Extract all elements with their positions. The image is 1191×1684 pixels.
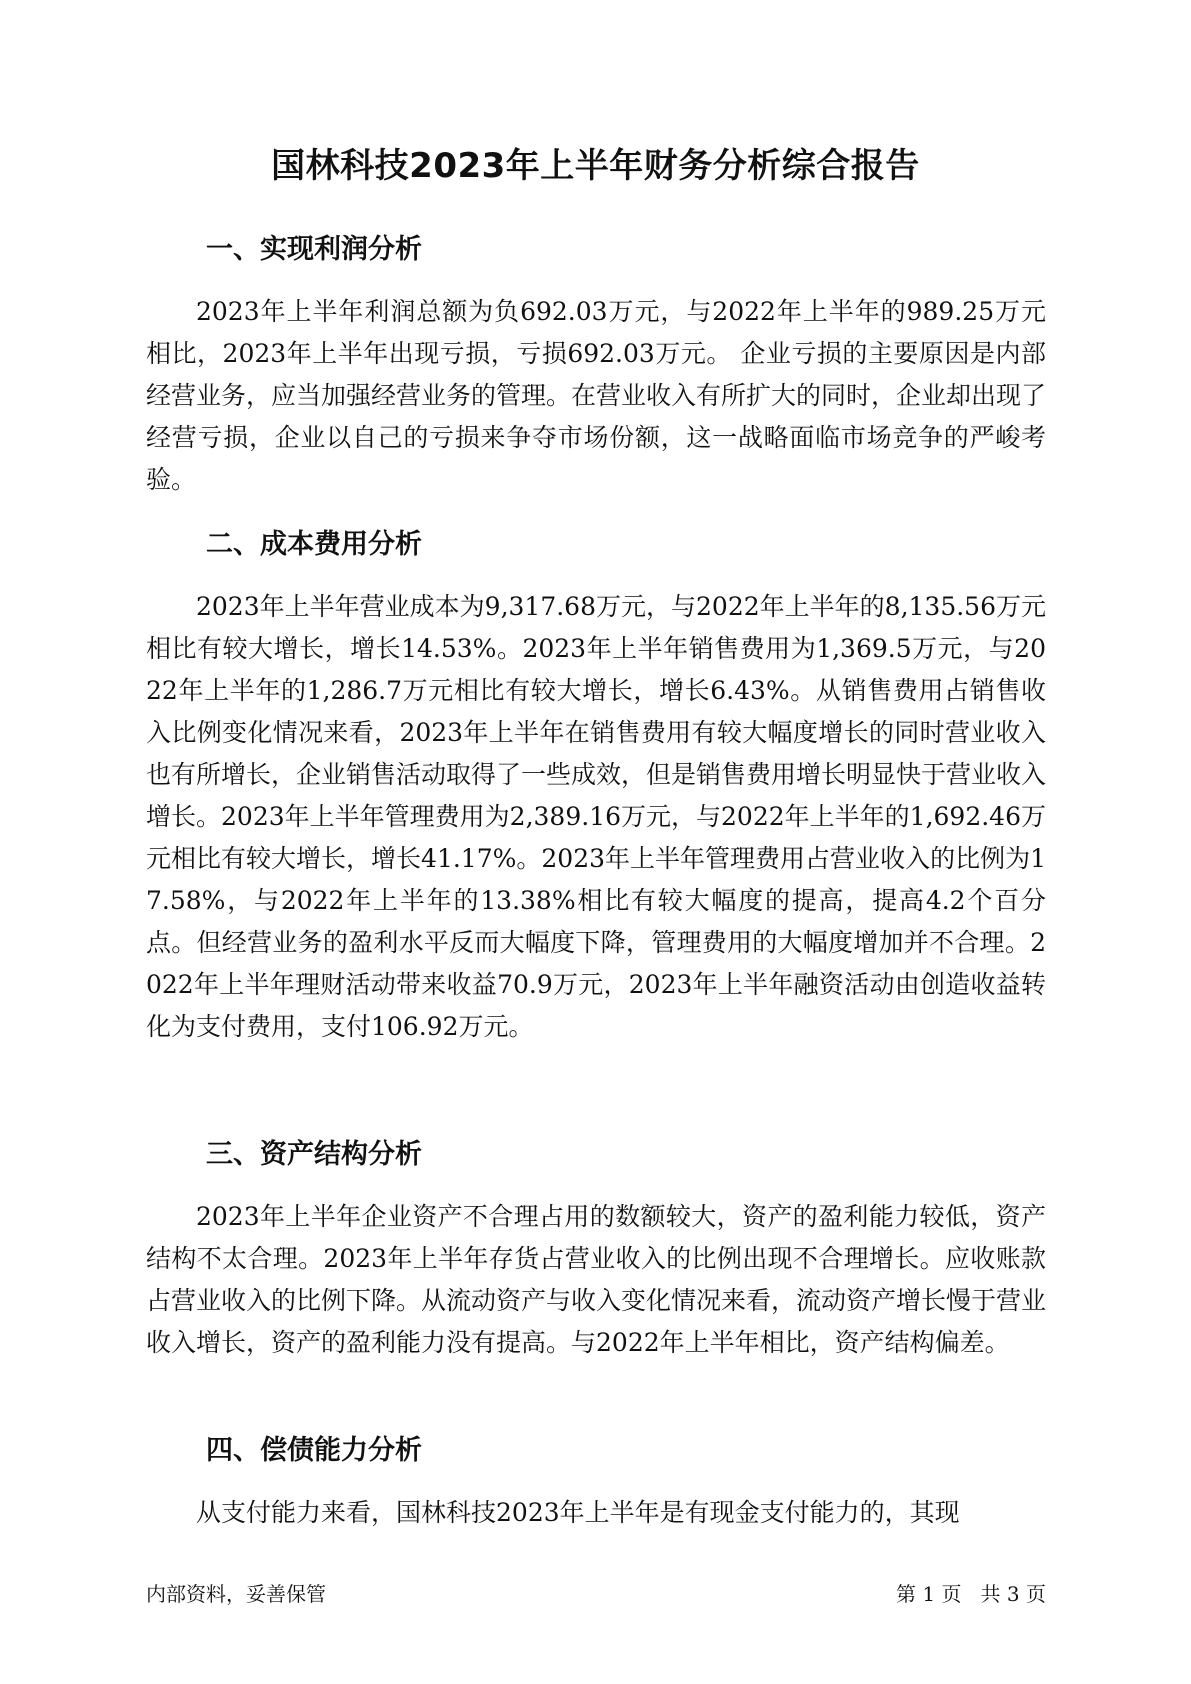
section-solvency-analysis: [146, 1430, 1046, 1534]
section-paragraph: 从支付能力来看，国林科技2023年上半年是有现金支付能力的，其现: [196, 1498, 960, 1527]
section-heading: 三、资产结构分析: [206, 1139, 422, 1170]
section-paragraph: 2023年上半年利润总额为负692.03万元，与2022年上半年的989.25万元相比，2023年上半年出现亏损，亏损692.03万元。 企业亏损的主要原因是内部经营业务，应当加强经营业务的管理。在营业收入有所扩大的同时，企业却出现了经营亏损，企业以自己的亏损来争夺市场份额，这一战略面临市场竞争的严峻考验。: [146, 297, 1047, 494]
section-profit-analysis: [146, 229, 1046, 501]
report-title: 国林科技2023年上半年财务分析综合报告: [271, 146, 920, 186]
section-heading: 二、成本费用分析: [206, 529, 422, 560]
section-cost-analysis: [146, 524, 1046, 1048]
section-paragraph: 2023年上半年营业成本为9,317.68万元，与2022年上半年的8,135.56万元相比有较大增长，增长14.53%。2023年上半年销售费用为1,369.5万元，与2022年上半年的1,286.7万元相比有较大增长，增长6.43%。从销售费用占销售收入比例变化情况来看，2023年上半年在销售费用有较大幅度增长的同时营业收入也有所增长，企业销售活动取得了一些成效，但是销售费用增长明显快于营业收入增长。2023年上半年管理费用为2,389.16万元，与2022年上半年的1,692.46万元相比有较大增长，增长41.17%。2023年上半年管理费用占营业收入的比例为17.58%，与2022年上半年的13.38%相比有较大幅度的提高，提高4.2个百分点。但经营业务的盈利水平反而大幅度下降，管理费用的大幅度增加并不合理。2022年上半年理财活动带来收益70.9万元，2023年上半年融资活动由创造收益转化为支付费用，支付106.92万元。: [146, 592, 1047, 1041]
section-paragraph: 2023年上半年企业资产不合理占用的数额较大，资产的盈利能力较低，资产结构不太合理。2023年上半年存货占营业收入的比例出现不合理增长。应收账款占营业收入的比例下降。从流动资产与收入变化情况来看，流动资产增长慢于营业收入增长，资产的盈利能力没有提高。与2022年上半年相比，资产结构偏差。: [146, 1202, 1047, 1357]
footer-page-number: 第 1 页 共 3 页: [896, 1582, 1046, 1606]
section-heading: 四、偿债能力分析: [206, 1435, 422, 1466]
page-footer: [146, 1580, 1046, 1608]
footer-confidential-note: 内部资料，妥善保管: [146, 1582, 326, 1606]
section-heading: 一、实现利润分析: [206, 234, 422, 265]
section-asset-structure: [146, 1134, 1046, 1364]
